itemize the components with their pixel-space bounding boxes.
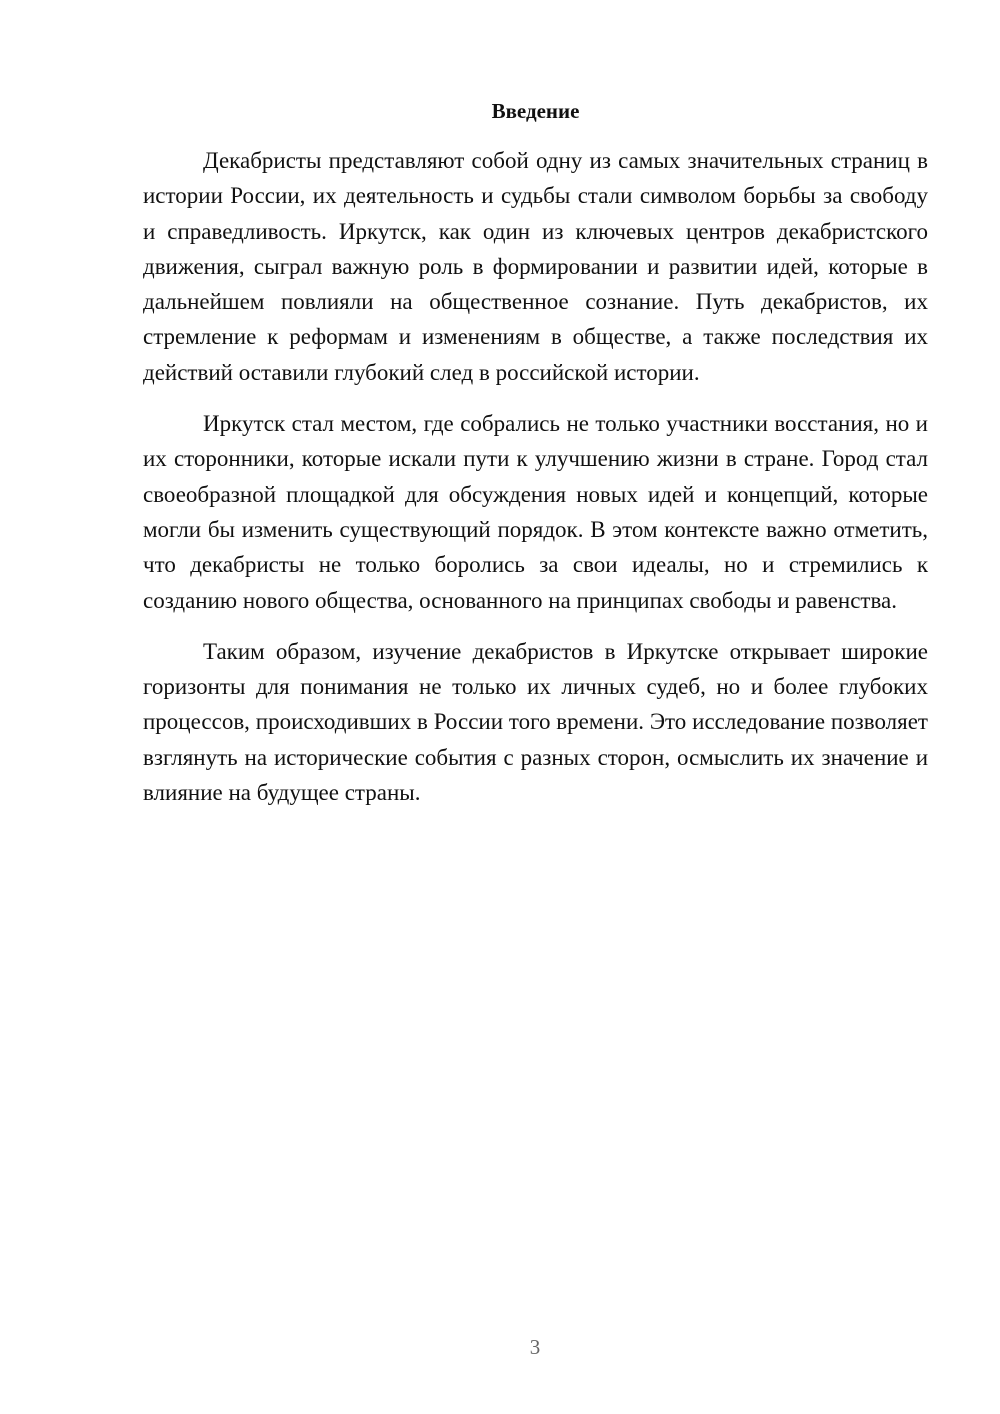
- paragraph-1: Декабристы представляют собой одну из самых значительных страниц в истории России, их деятельность и судьбы стали символом борьбы за свободу и справедливость. Иркутск, как один из ключевых центров декабристского движения, сыграл важную роль в формировании и развитии идей, которые в дальнейшем повлияли на общественное сознание. Путь декабристов, их стремление к реформам и изменениям в обществе, а также последствия их действий оставили глубокий след в российской истории.: [143, 148, 928, 385]
- paragraph-2: Иркутск стал местом, где собрались не только участники восстания, но и их сторонники, которые искали пути к улучшению жизни в стране. Город стал своеобразной площадкой для обсуждения новых идей и концепций, которые могли бы изменить существующий порядок. В этом контексте важно отметить, что декабристы не только боролись за свои идеалы, но и стремились к созданию нового общества, основанного на принципах свободы и равенства.: [143, 411, 928, 613]
- body-text: [143, 143, 928, 826]
- page-number: 3: [529, 1335, 541, 1359]
- section-heading: Введение: [491, 99, 580, 123]
- paragraph-3: Таким образом, изучение декабристов в Иркутске открывает широкие горизонты для понимания не только их личных судеб, но и более глубоких процессов, происходивших в России того времени. Это исследование позволяет взглянуть на исторические события с разных сторон, осмыслить их значение и влияние на будущее страны.: [143, 638, 928, 806]
